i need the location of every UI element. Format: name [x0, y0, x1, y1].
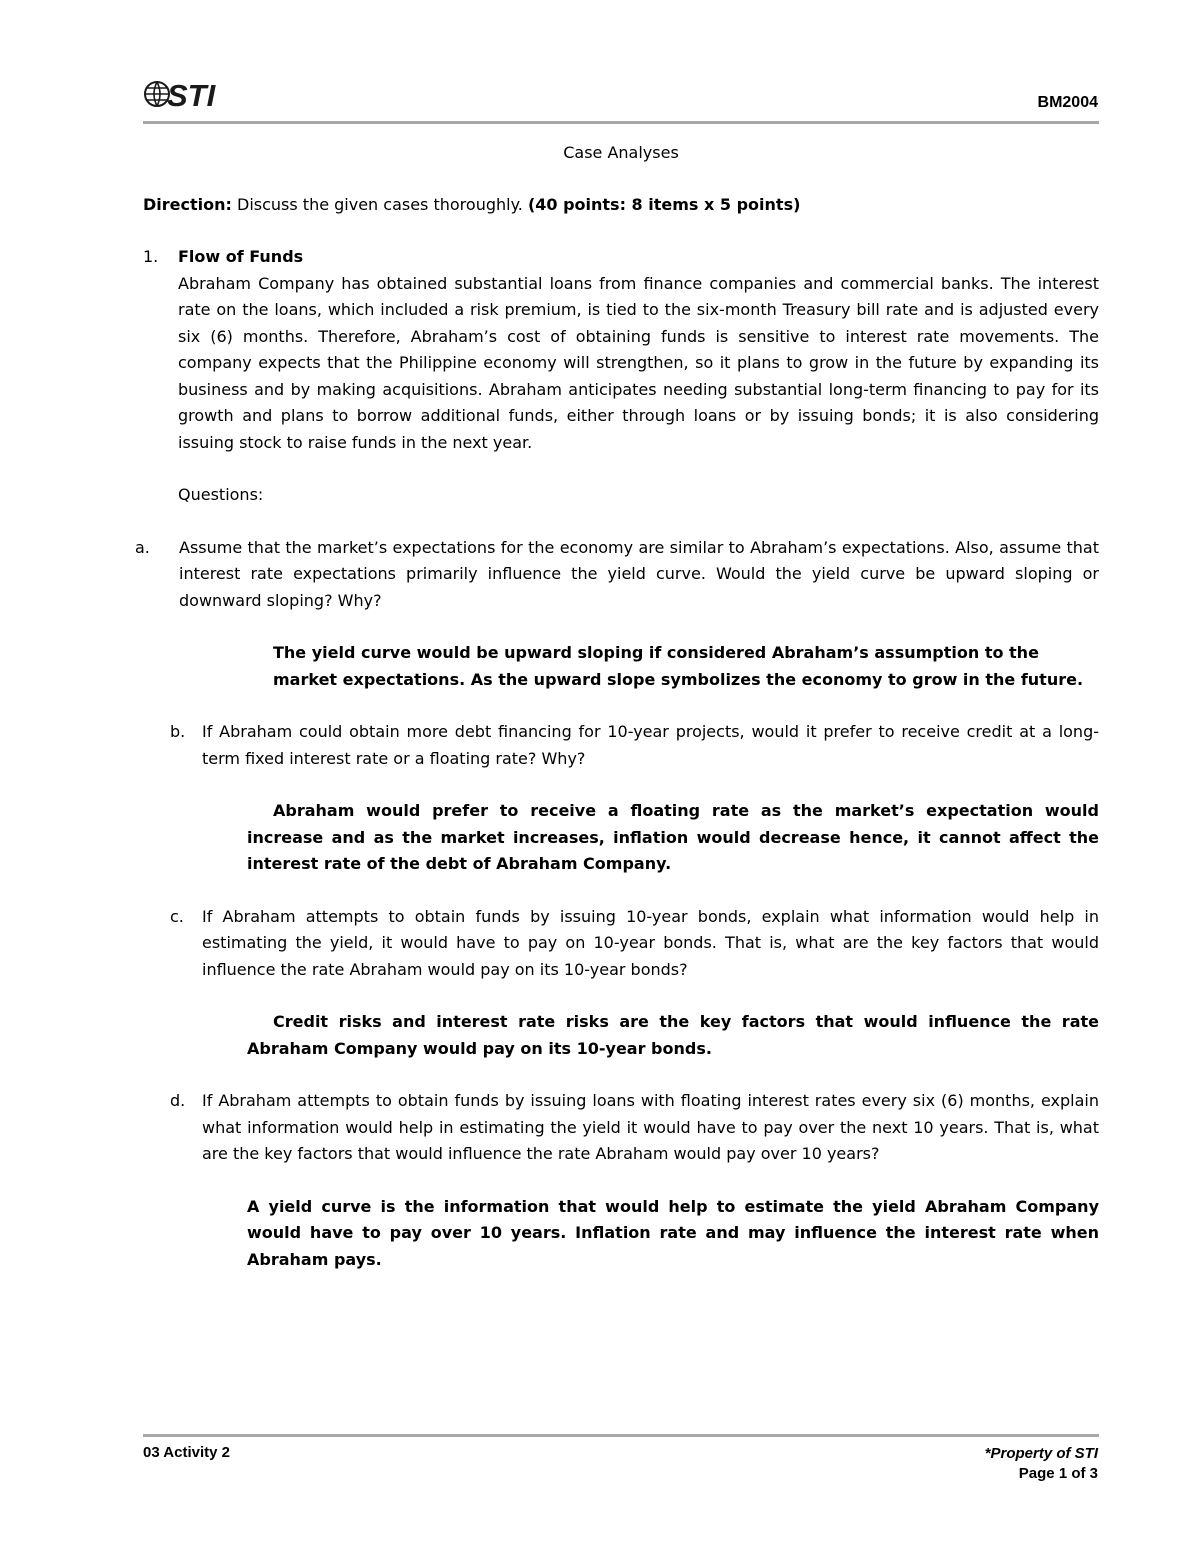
answer-a: The yield curve would be upward sloping if considered Abraham’s assumption to the market expectations. As the upward slope symbolizes the economy to grow in the future.	[273, 643, 1084, 689]
question-letter: b.	[170, 722, 186, 741]
question-d	[170, 1088, 1099, 1168]
course-code: BM2004	[1037, 94, 1098, 111]
question-text: If Abraham attempts to obtain funds by issuing 10-year bonds, explain what information would help in estimating the yield, it would have to pay on 10-year bonds. That is, what are the key factors that would influence the rate Abraham would pay on its 10-year bonds?	[202, 906, 1099, 979]
document-body	[135, 140, 1099, 1273]
logo-text: STI	[167, 78, 216, 113]
case-number: 1.	[143, 247, 159, 266]
question-letter: a.	[135, 537, 150, 557]
case-paragraph: Abraham Company has obtained substantial loans from finance companies and commercial banks. The interest rate on the loans, which included a risk premium, is tied to the six-month Treasury bill rate and is adjusted every six (6) months. Therefore, Abraham’s cost of obtaining funds is sensitive to interest rate movements. The company expects that the Philippine economy will strengthen, so it plans to grow in the future by expanding its business and by making acquisitions. Abraham anticipates needing substantial long-term financing to pay for its growth and plans to borrow additional funds, either through loans or by issuing bonds; it is also considering issuing stock to raise funds in the next year.	[178, 273, 1099, 452]
questions-label: Questions:	[178, 485, 264, 504]
answer-b: Abraham would prefer to receive a floating rate as the market’s expectation would increase and as the market increases, inflation would decrease hence, it cannot affect the interest rate of the debt of Abraham Company.	[247, 801, 1099, 873]
direction-label: Direction:	[143, 194, 232, 214]
footer-divider	[143, 1434, 1099, 1437]
question-b	[170, 719, 1099, 772]
direction-points: (40 points: 8 items x 5 points)	[527, 194, 801, 214]
sti-globe-icon	[143, 74, 233, 114]
direction-line	[143, 192, 1099, 219]
answer-c: Credit risks and interest rate risks are the key factors that would influence the rate Abraham Company would pay on its 10-year bonds.	[247, 1012, 1099, 1058]
question-text: If Abraham attempts to obtain funds by issuing loans with floating interest rates every six (6) months, explain what information would help in estimating the yield it would have to pay over the next 10 years. That is, what are the key factors that would influence the rate Abraham would pay over 10 years?	[202, 1091, 1099, 1163]
case-heading: Flow of Funds	[178, 247, 304, 266]
question-text: If Abraham could obtain more debt financing for 10-year projects, would it prefer to receive credit at a long-term fixed interest rate or a floating rate? Why?	[202, 722, 1099, 768]
property-notice: *Property of STI	[984, 1445, 1098, 1462]
question-text: Assume that the market’s expectations for the economy are similar to Abraham’s expectations. Also, assume that interest rate expectations primarily influence the yield curve. Would the yield curve be upward sloping or downward sloping? Why?	[179, 537, 1099, 610]
footer-right	[985, 1444, 1098, 1484]
page-title: Case Analyses	[563, 143, 679, 162]
answer-d: A yield curve is the information that would help to estimate the yield Abraham Company would have to pay over 10 years. Inflation rate and may influence the interest rate when Abraham pays.	[247, 1196, 1099, 1269]
question-letter: d.	[170, 1091, 186, 1110]
question-a	[135, 535, 1099, 615]
sti-logo	[143, 72, 233, 116]
question-c	[170, 904, 1099, 984]
question-letter: c.	[170, 906, 184, 926]
case-item	[143, 244, 1099, 509]
header-divider	[143, 121, 1099, 124]
direction-text: Discuss the given cases thoroughly.	[231, 194, 528, 214]
page-number: Page 1 of 3	[1018, 1465, 1098, 1482]
footer-activity: 03 Activity 2	[143, 1444, 230, 1461]
